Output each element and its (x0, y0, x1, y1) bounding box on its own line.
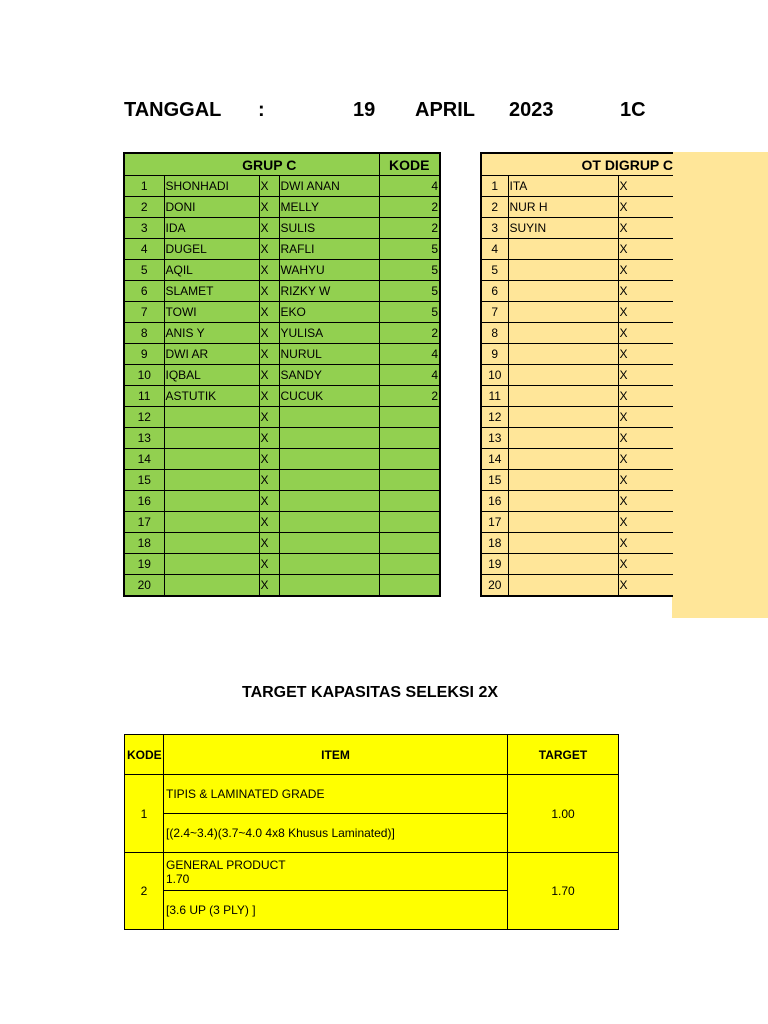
ot-row-number: 7 (481, 302, 508, 323)
grup-kode-value: 4 (379, 176, 440, 197)
grup-row-number: 20 (124, 575, 164, 597)
grup-row (124, 407, 440, 428)
grup-x-marker: X (259, 407, 279, 428)
ot-row-number: 10 (481, 365, 508, 386)
grup-name-secondary (279, 470, 379, 491)
grup-name-secondary (279, 512, 379, 533)
ot-row-number: 11 (481, 386, 508, 407)
ot-x-marker: X (618, 239, 673, 260)
ot-name (508, 407, 618, 428)
ot-x-marker: X (618, 218, 673, 239)
target-header-row (125, 735, 619, 775)
grup-name-secondary: SANDY (279, 365, 379, 386)
grup-table (123, 152, 441, 597)
grup-row (124, 491, 440, 512)
grup-name-secondary: CUCUK (279, 386, 379, 407)
target-item-cell: TIPIS & LAMINATED GRADE (164, 775, 508, 814)
ot-row-number: 16 (481, 491, 508, 512)
grup-kode-value: 5 (379, 281, 440, 302)
grup-name-primary: DUGEL (164, 239, 259, 260)
ot-x-marker: X (618, 386, 673, 407)
grup-name-secondary (279, 554, 379, 575)
grup-kode-value (379, 512, 440, 533)
grup-name-primary: ANIS Y (164, 323, 259, 344)
ot-row (481, 344, 673, 365)
ot-row-number: 3 (481, 218, 508, 239)
grup-row (124, 302, 440, 323)
grup-row-number: 11 (124, 386, 164, 407)
grup-row-number: 14 (124, 449, 164, 470)
ot-x-marker: X (618, 491, 673, 512)
ot-row-number: 9 (481, 344, 508, 365)
grup-row (124, 323, 440, 344)
ot-x-marker: X (618, 365, 673, 386)
grup-row (124, 470, 440, 491)
grup-kode-value (379, 554, 440, 575)
grup-name-primary: IDA (164, 218, 259, 239)
ot-table (480, 152, 673, 597)
ot-x-marker: X (618, 554, 673, 575)
ot-x-marker: X (618, 197, 673, 218)
ot-row (481, 302, 673, 323)
grup-x-marker: X (259, 344, 279, 365)
grup-row-number: 7 (124, 302, 164, 323)
grup-name-primary (164, 428, 259, 449)
grup-name-secondary: YULISA (279, 323, 379, 344)
target-item-line: GENERAL PRODUCT (166, 857, 286, 872)
ot-row (481, 575, 673, 597)
ot-name (508, 323, 618, 344)
ot-x-marker: X (618, 407, 673, 428)
grup-name-secondary: MELLY (279, 197, 379, 218)
grup-row (124, 239, 440, 260)
grup-name-secondary: WAHYU (279, 260, 379, 281)
grup-name-primary: DWI AR (164, 344, 259, 365)
ot-row (481, 533, 673, 554)
grup-row-number: 15 (124, 470, 164, 491)
grup-row-number: 17 (124, 512, 164, 533)
grup-kode-value: 4 (379, 365, 440, 386)
ot-name (508, 491, 618, 512)
grup-row (124, 428, 440, 449)
ot-name (508, 260, 618, 281)
ot-name: ITA (508, 176, 618, 197)
grup-name-primary: DONI (164, 197, 259, 218)
grup-row-number: 10 (124, 365, 164, 386)
grup-name-primary (164, 533, 259, 554)
ot-row (481, 239, 673, 260)
ot-row (481, 491, 673, 512)
grup-name-primary: SLAMET (164, 281, 259, 302)
date-label: TANGGAL (124, 99, 222, 121)
ot-row (481, 428, 673, 449)
ot-x-marker: X (618, 344, 673, 365)
ot-name: SUYIN (508, 218, 618, 239)
ot-name (508, 470, 618, 491)
target-target-header: TARGET (508, 735, 619, 775)
grup-kode-value: 5 (379, 260, 440, 281)
grup-name-primary: ASTUTIK (164, 386, 259, 407)
grup-row (124, 218, 440, 239)
ot-name (508, 512, 618, 533)
grup-name-primary: TOWI (164, 302, 259, 323)
grup-name-primary (164, 575, 259, 597)
grup-name-primary (164, 470, 259, 491)
grup-row-number: 8 (124, 323, 164, 344)
grup-name-secondary (279, 428, 379, 449)
target-table (124, 734, 619, 930)
ot-x-marker: X (618, 533, 673, 554)
grup-x-marker: X (259, 197, 279, 218)
grup-row-number: 9 (124, 344, 164, 365)
grup-row-number: 5 (124, 260, 164, 281)
ot-row-number: 5 (481, 260, 508, 281)
ot-row (481, 407, 673, 428)
ot-name: NUR H (508, 197, 618, 218)
grup-row (124, 344, 440, 365)
grup-name-primary: IQBAL (164, 365, 259, 386)
ot-x-marker: X (618, 512, 673, 533)
target-value-cell: 1.70 (508, 853, 619, 930)
grup-row-number: 1 (124, 176, 164, 197)
ot-row (481, 449, 673, 470)
ot-row-number: 14 (481, 449, 508, 470)
ot-row (481, 512, 673, 533)
grup-row-number: 19 (124, 554, 164, 575)
grup-x-marker: X (259, 260, 279, 281)
ot-name (508, 365, 618, 386)
grup-x-marker: X (259, 386, 279, 407)
grup-name-primary (164, 554, 259, 575)
grup-x-marker: X (259, 428, 279, 449)
grup-kode-value (379, 470, 440, 491)
grup-row-number: 18 (124, 533, 164, 554)
grup-x-marker: X (259, 176, 279, 197)
ot-x-marker: X (618, 176, 673, 197)
ot-row-number: 6 (481, 281, 508, 302)
grup-row-number: 16 (124, 491, 164, 512)
grup-x-marker: X (259, 554, 279, 575)
ot-fill-area (672, 152, 768, 618)
ot-name (508, 302, 618, 323)
grup-name-primary (164, 407, 259, 428)
ot-name (508, 575, 618, 597)
grup-row (124, 281, 440, 302)
grup-row (124, 449, 440, 470)
grup-x-marker: X (259, 575, 279, 597)
ot-x-marker: X (618, 302, 673, 323)
grup-x-marker: X (259, 239, 279, 260)
grup-x-marker: X (259, 365, 279, 386)
grup-x-marker: X (259, 218, 279, 239)
grup-row (124, 260, 440, 281)
ot-header-row (481, 153, 673, 176)
grup-row (124, 365, 440, 386)
target-row (125, 853, 619, 891)
grup-name-secondary (279, 407, 379, 428)
ot-row (481, 365, 673, 386)
ot-row-number: 8 (481, 323, 508, 344)
ot-name (508, 533, 618, 554)
grup-kode-value: 2 (379, 386, 440, 407)
grup-name-primary (164, 491, 259, 512)
grup-row (124, 197, 440, 218)
grup-name-secondary: NURUL (279, 344, 379, 365)
ot-row-number: 4 (481, 239, 508, 260)
grup-kode-value: 5 (379, 302, 440, 323)
grup-name-secondary: SULIS (279, 218, 379, 239)
ot-x-marker: X (618, 428, 673, 449)
ot-row-number: 20 (481, 575, 508, 597)
target-item-header: ITEM (164, 735, 508, 775)
ot-name (508, 344, 618, 365)
target-sub-cell: [3.6 UP (3 PLY) ] (164, 891, 508, 930)
target-item-cell (164, 853, 508, 891)
grup-row (124, 176, 440, 197)
grup-x-marker: X (259, 323, 279, 344)
grup-name-primary (164, 512, 259, 533)
grup-x-marker: X (259, 533, 279, 554)
ot-row-number: 13 (481, 428, 508, 449)
grup-row (124, 533, 440, 554)
grup-x-marker: X (259, 470, 279, 491)
ot-row (481, 470, 673, 491)
ot-row-number: 12 (481, 407, 508, 428)
grup-row (124, 554, 440, 575)
date-colon: : (258, 99, 265, 121)
ot-name (508, 386, 618, 407)
grup-name-secondary (279, 575, 379, 597)
ot-row (481, 176, 673, 197)
shift-code: 1C (620, 99, 646, 121)
ot-row-number: 18 (481, 533, 508, 554)
ot-x-marker: X (618, 281, 673, 302)
grup-row-number: 12 (124, 407, 164, 428)
date-day: 19 (353, 99, 376, 121)
grup-name-primary: SHONHADI (164, 176, 259, 197)
grup-kode-value (379, 575, 440, 597)
grup-kode-value (379, 449, 440, 470)
grup-name-secondary: EKO (279, 302, 379, 323)
grup-kode-value: 2 (379, 218, 440, 239)
grup-row-number: 13 (124, 428, 164, 449)
grup-name-secondary (279, 491, 379, 512)
grup-name-primary (164, 449, 259, 470)
grup-x-marker: X (259, 491, 279, 512)
grup-kode-value (379, 407, 440, 428)
target-sub-cell: [(2.4~3.4)(3.7~4.0 4x8 Khusus Laminated)] (164, 814, 508, 853)
grup-name-secondary (279, 533, 379, 554)
grup-x-marker: X (259, 281, 279, 302)
ot-row (481, 218, 673, 239)
grup-name-secondary: RAFLI (279, 239, 379, 260)
ot-row-number: 2 (481, 197, 508, 218)
grup-row (124, 386, 440, 407)
grup-row (124, 575, 440, 597)
target-title: TARGET KAPASITAS SELEKSI 2X (241, 684, 499, 701)
ot-row-number: 1 (481, 176, 508, 197)
grup-x-marker: X (259, 449, 279, 470)
target-kode-cell: 2 (125, 853, 164, 930)
grup-name-secondary: DWI ANAN (279, 176, 379, 197)
ot-name (508, 239, 618, 260)
date-year: 2023 (509, 99, 554, 121)
ot-name (508, 281, 618, 302)
ot-row-number: 15 (481, 470, 508, 491)
ot-row (481, 281, 673, 302)
grup-kode-value: 2 (379, 323, 440, 344)
target-item-extra: 1.70 (166, 871, 190, 886)
ot-row (481, 260, 673, 281)
ot-x-marker: X (618, 470, 673, 491)
grup-row-number: 4 (124, 239, 164, 260)
grup-kode-value: 4 (379, 344, 440, 365)
ot-name (508, 554, 618, 575)
grup-x-marker: X (259, 512, 279, 533)
ot-x-marker: X (618, 260, 673, 281)
ot-x-marker: X (618, 449, 673, 470)
grup-row (124, 512, 440, 533)
target-value-cell: 1.00 (508, 775, 619, 853)
ot-row (481, 197, 673, 218)
ot-row-number: 19 (481, 554, 508, 575)
ot-name (508, 428, 618, 449)
grup-kode-value: 2 (379, 197, 440, 218)
ot-row (481, 323, 673, 344)
ot-row (481, 554, 673, 575)
grup-row-number: 2 (124, 197, 164, 218)
grup-kode-value: 5 (379, 239, 440, 260)
ot-x-marker: X (618, 575, 673, 597)
ot-row-number: 17 (481, 512, 508, 533)
grup-kode-value (379, 533, 440, 554)
ot-row (481, 386, 673, 407)
target-kode-cell: 1 (125, 775, 164, 853)
grup-kode-value (379, 491, 440, 512)
grup-row-number: 3 (124, 218, 164, 239)
grup-name-secondary: RIZKY W (279, 281, 379, 302)
target-row (125, 775, 619, 814)
ot-x-marker: X (618, 323, 673, 344)
grup-title: GRUP C (124, 153, 379, 176)
target-kode-header: KODE (125, 735, 164, 775)
grup-name-primary: AQIL (164, 260, 259, 281)
kode-header: KODE (379, 153, 440, 176)
grup-kode-value (379, 428, 440, 449)
grup-x-marker: X (259, 302, 279, 323)
grup-header-row (124, 153, 440, 176)
grup-row-number: 6 (124, 281, 164, 302)
date-month: APRIL (415, 99, 475, 121)
grup-name-secondary (279, 449, 379, 470)
ot-title: OT DIGRUP C (481, 153, 673, 176)
ot-name (508, 449, 618, 470)
